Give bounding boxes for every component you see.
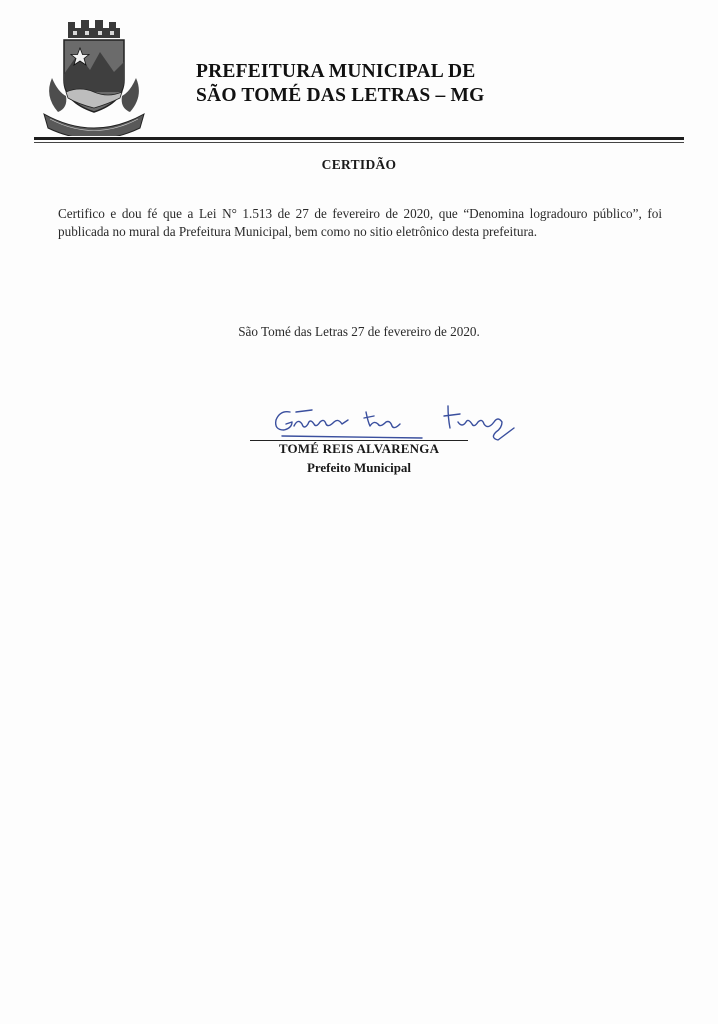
signer-role: Prefeito Municipal bbox=[306, 460, 412, 475]
document-title: CERTIDÃO bbox=[321, 157, 397, 172]
coat-of-arms-logo bbox=[38, 18, 150, 136]
header-title-line-2: SÃO TOMÉ DAS LETRAS – MG bbox=[196, 85, 485, 106]
header-title-line-1: PREFEITURA MUNICIPAL DE bbox=[196, 61, 476, 82]
certificate-body: Certifico e dou fé que a Lei N° 1.513 de 27 de fevereiro de 2020, que “Denomina logradouro público”, foi publicada no mural da Prefeitura Municipal, bem como no sitio eletrônico desta prefeitura. bbox=[58, 206, 662, 239]
header-divider-thin bbox=[34, 142, 684, 143]
place-and-date: São Tomé das Letras 27 de fevereiro de 2020. bbox=[238, 324, 480, 339]
header-divider-thick bbox=[34, 137, 684, 140]
signer-name: TOMÉ REIS ALVARENGA bbox=[278, 441, 440, 456]
municipality-header bbox=[196, 60, 616, 108]
